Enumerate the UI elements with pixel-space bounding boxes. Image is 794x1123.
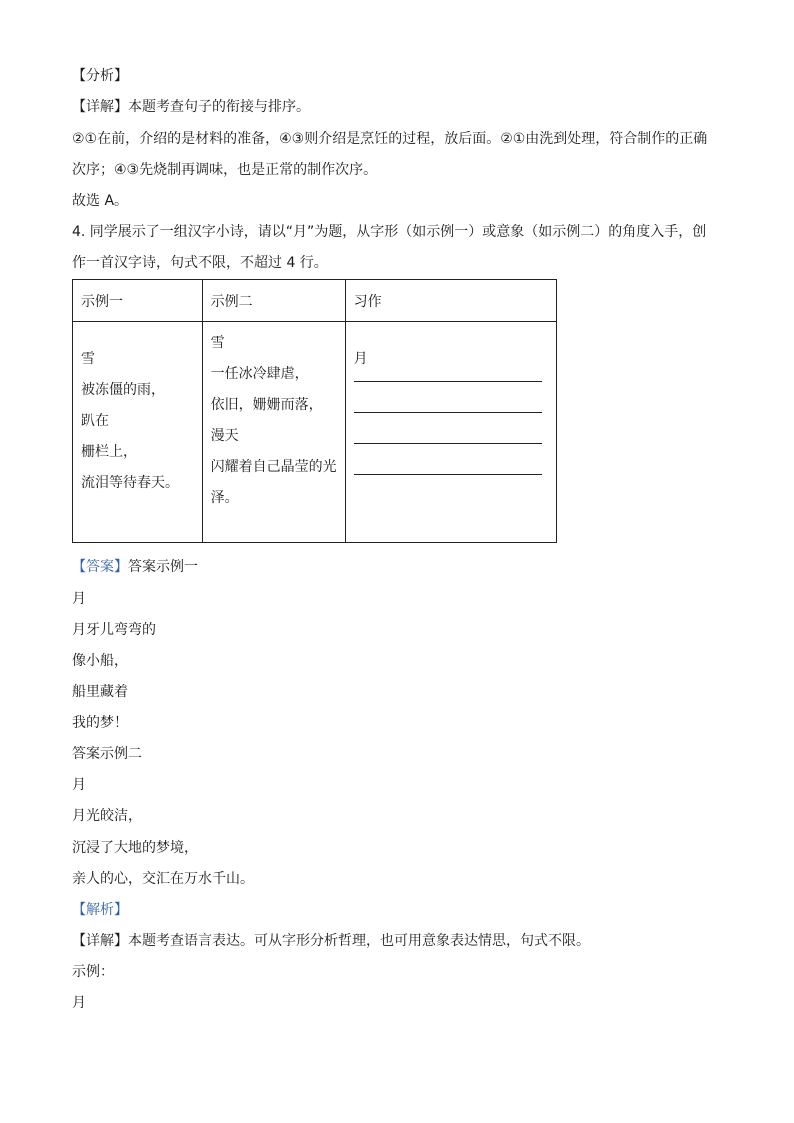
- explanation-line-1: ②①在前，介绍的是材料的准备，④③则介绍是烹饪的过程，放后面。②①由洗到处理，符合制作的正确: [72, 131, 708, 147]
- answer-poem-1-line: 像小船，: [72, 653, 128, 669]
- example-2-cell: [202, 322, 345, 543]
- poem-table-body-row: [73, 322, 557, 543]
- example-1-line: 趴在: [81, 413, 109, 429]
- practice-blank-line: [354, 444, 542, 475]
- answer-poem-1-line: 月: [72, 591, 86, 607]
- answer-example-1-title: 答案示例一: [128, 559, 198, 575]
- example-1-line: 雪: [81, 351, 95, 367]
- explanation-line-2: 次序；④③先烧制再调味，也是正常的制作次序。: [72, 162, 378, 178]
- example-1-line: 栅栏上，: [81, 444, 137, 460]
- answer-poem-2-line: 亲人的心，交汇在万水千山。: [72, 871, 254, 887]
- detail-text-1: 本题考查句子的衔接与排序。: [128, 99, 310, 115]
- detail-line-1: [72, 97, 310, 117]
- detail-label-2: 【详解】: [72, 933, 128, 949]
- example-label: 示例：: [72, 964, 114, 980]
- analysis-header-1: 【分析】: [72, 68, 128, 84]
- example-2-line: 依旧，姗姗而落，: [210, 397, 323, 413]
- header-example-1: 示例一: [73, 280, 203, 322]
- analysis-header-2: 【解析】: [72, 902, 128, 918]
- answer-line: [72, 557, 198, 577]
- detail-line-2: [72, 931, 590, 951]
- answer-poem-2-line: 月: [72, 777, 86, 793]
- header-practice: 习作: [345, 280, 556, 322]
- practice-title: 月: [353, 351, 368, 367]
- detail-text-2: 本题考查语言表达。可从字形分析哲理，也可用意象表达情思，句式不限。: [128, 933, 590, 949]
- question-line-2: 作一首汉字诗，句式不限，不超过 4 行。: [72, 255, 328, 271]
- question-line-1: 4. 同学展示了一组汉字小诗，请以“月”为题，从字形（如示例一）或意象（如示例二）的角度入手，创: [72, 224, 707, 240]
- example-1-line: 流泪等待春天。: [81, 475, 179, 491]
- header-example-2: 示例二: [202, 280, 345, 322]
- example-2-line: 闪耀着自己晶莹的光: [210, 459, 337, 475]
- example-2-line: 漫天: [210, 428, 239, 444]
- practice-cell: [345, 322, 556, 543]
- practice-blank-line: [354, 375, 542, 382]
- answer-poem-1-line: 我的梦！: [72, 715, 128, 731]
- answer-label: 【答案】: [72, 559, 128, 575]
- practice-blank-line: [354, 413, 542, 444]
- choice-line: 故选 A。: [72, 193, 129, 209]
- example-2-line: 泽。: [210, 490, 239, 506]
- answer-example-2-title: 答案示例二: [72, 746, 142, 762]
- answer-poem-1-line: 月牙儿弯弯的: [72, 622, 156, 638]
- answer-poem-2-line: 沉浸了大地的梦境，: [72, 840, 198, 856]
- practice-blank-line: [354, 382, 542, 413]
- final-line: 月: [72, 995, 86, 1011]
- detail-label-1: 【详解】: [72, 99, 128, 115]
- answer-poem-1-line: 船里藏着: [72, 684, 128, 700]
- example-1-cell: [73, 322, 203, 543]
- poem-table-header-row: [73, 280, 557, 322]
- example-2-line: 一任冰冷肆虐，: [210, 366, 309, 382]
- example-2-line: 雪: [210, 335, 225, 351]
- poem-table: [72, 279, 557, 543]
- answer-poem-2-line: 月光皎洁，: [72, 808, 142, 824]
- example-1-line: 被冻僵的雨，: [81, 382, 165, 398]
